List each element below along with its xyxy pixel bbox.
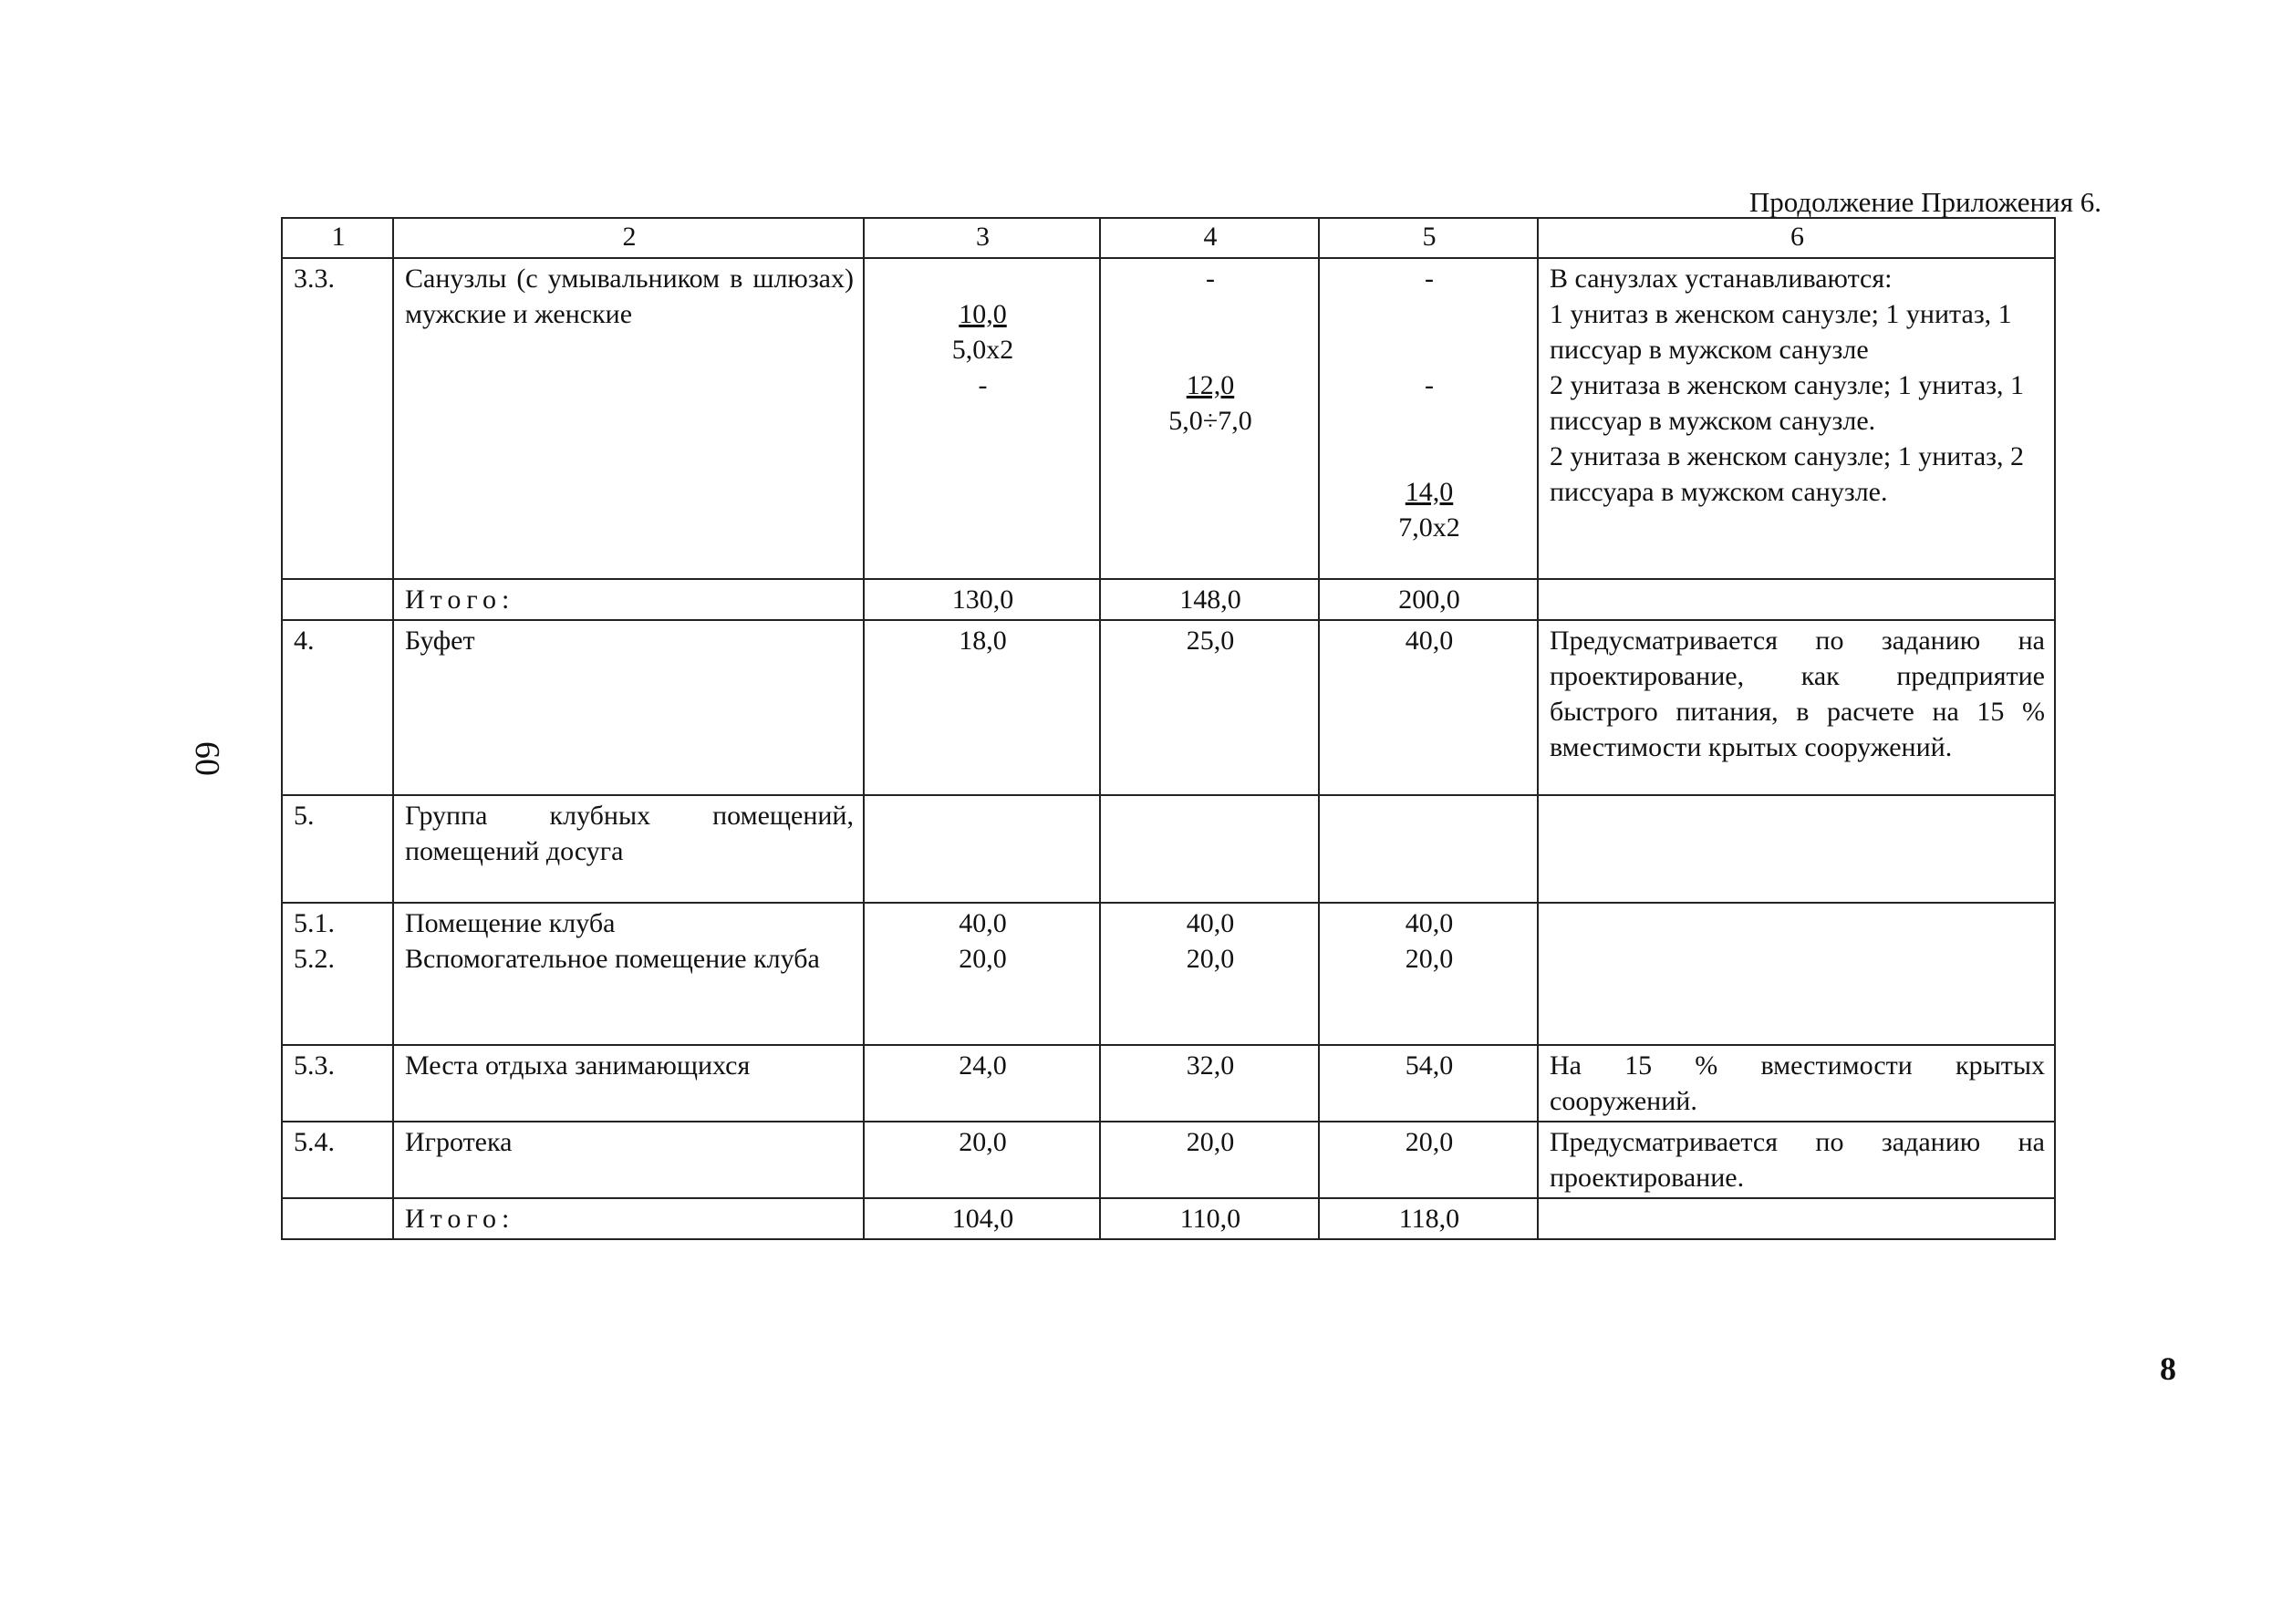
appendix-table xyxy=(281,217,2056,1240)
table-row xyxy=(282,795,2055,903)
total-value: 148,0 xyxy=(1100,579,1319,620)
row-note: На 15 % вместимости крытых сооружений. xyxy=(1538,1045,2055,1122)
row-value: 20,0 xyxy=(1100,1122,1319,1198)
header-cell: 6 xyxy=(1538,218,2055,258)
row-name: Санузлы (с умывальником в шлюзах) мужские и женские xyxy=(393,258,864,579)
total-label: Итого: xyxy=(393,579,864,620)
row-values xyxy=(1319,903,1538,1045)
row-note: Предусматривается по заданию на проектирование. xyxy=(1538,1122,2055,1198)
dash: - xyxy=(1425,370,1434,400)
row-value: 20,0 xyxy=(1186,944,1235,974)
row-value: 20,0 xyxy=(1319,1122,1538,1198)
empty-cell xyxy=(1319,795,1538,903)
value: 10,0 xyxy=(959,299,1007,329)
table-header-row xyxy=(282,218,2055,258)
row-value: 20,0 xyxy=(1405,944,1454,974)
side-page-number: 60 xyxy=(188,741,226,776)
dash: - xyxy=(1206,264,1215,294)
value: 12,0 xyxy=(1186,370,1235,400)
dash: - xyxy=(1425,264,1434,294)
total-value: 110,0 xyxy=(1100,1198,1319,1239)
row-number: 5.4. xyxy=(282,1122,393,1198)
empty-cell xyxy=(282,579,393,620)
row-value: 40,0 xyxy=(1405,908,1454,938)
header-cell: 3 xyxy=(864,218,1100,258)
total-value: 104,0 xyxy=(864,1198,1100,1239)
empty-cell xyxy=(1538,579,2055,620)
value-detail: 7,0х2 xyxy=(1398,512,1460,543)
table-row xyxy=(282,620,2055,795)
row-name: Группа клубных помещений, помещений досуга xyxy=(393,795,864,903)
row-number: 5.2. xyxy=(294,944,335,974)
row-values xyxy=(1100,903,1319,1045)
empty-cell xyxy=(1538,795,2055,903)
table-row xyxy=(282,1122,2055,1198)
header-cell: 2 xyxy=(393,218,864,258)
total-label: Итого: xyxy=(393,1198,864,1239)
row-value: 40,0 xyxy=(1319,620,1538,795)
col5-values xyxy=(1319,258,1538,579)
header-cell: 1 xyxy=(282,218,393,258)
value-detail: 5,0÷7,0 xyxy=(1168,406,1252,436)
row-number: 3.3. xyxy=(282,258,393,579)
row-value: 25,0 xyxy=(1100,620,1319,795)
note-line: 2 унитаза в женском санузле; 1 унитаз, 2 писсуара в мужском санузле. xyxy=(1550,441,2024,507)
appendix-continuation-caption: Продолжение Приложения 6. xyxy=(1748,186,2101,218)
row-numbers xyxy=(282,903,393,1045)
row-value: 20,0 xyxy=(864,1122,1100,1198)
row-note xyxy=(1538,258,2055,579)
empty-cell xyxy=(864,795,1100,903)
row-names xyxy=(393,903,864,1045)
note-line: 2 унитаза в женском санузле; 1 унитаз, 1 писсуар в мужском санузле. xyxy=(1550,370,2024,436)
table-row xyxy=(282,1045,2055,1122)
row-name: Места отдыха занимающихся xyxy=(393,1045,864,1122)
row-value: 18,0 xyxy=(864,620,1100,795)
row-value: 54,0 xyxy=(1319,1045,1538,1122)
total-value: 118,0 xyxy=(1319,1198,1538,1239)
row-note: Предусматривается по заданию на проектирование, как предприятие быстрого питания, в расчете на 15 % вместимости крытых сооружений. xyxy=(1538,620,2055,795)
value: 14,0 xyxy=(1405,477,1454,507)
header-cell: 5 xyxy=(1319,218,1538,258)
total-value: 130,0 xyxy=(864,579,1100,620)
corner-page-mark: 8 xyxy=(2160,1350,2176,1387)
row-number: 4. xyxy=(282,620,393,795)
row-number: 5.1. xyxy=(294,908,335,938)
total-value: 200,0 xyxy=(1319,579,1538,620)
col4-values xyxy=(1100,258,1319,579)
empty-cell xyxy=(1538,1198,2055,1239)
total-row xyxy=(282,1198,2055,1239)
row-value: 40,0 xyxy=(1186,908,1235,938)
header-cell: 4 xyxy=(1100,218,1319,258)
row-value: 40,0 xyxy=(959,908,1007,938)
table-row xyxy=(282,903,2055,1045)
row-value: 32,0 xyxy=(1100,1045,1319,1122)
col3-values xyxy=(864,258,1100,579)
row-name: Помещение клуба xyxy=(405,908,616,938)
total-row xyxy=(282,579,2055,620)
row-value: 24,0 xyxy=(864,1045,1100,1122)
row-name: Буфет xyxy=(393,620,864,795)
row-name: Вспомогательное помещение клуба xyxy=(405,944,820,974)
empty-cell xyxy=(282,1198,393,1239)
row-number: 5.3. xyxy=(282,1045,393,1122)
note-line: 1 унитаз в женском санузле; 1 унитаз, 1 писсуар в мужском санузле xyxy=(1550,299,2012,365)
row-name: Игротека xyxy=(393,1122,864,1198)
empty-cell xyxy=(1538,903,2055,1045)
row-value: 20,0 xyxy=(959,944,1007,974)
empty-cell xyxy=(1100,795,1319,903)
table-row xyxy=(282,258,2055,579)
row-values xyxy=(864,903,1100,1045)
note-title: В санузлах устанавливаются: xyxy=(1550,264,1893,294)
dash: - xyxy=(978,370,988,400)
value-detail: 5,0х2 xyxy=(951,335,1014,365)
row-number: 5. xyxy=(282,795,393,903)
